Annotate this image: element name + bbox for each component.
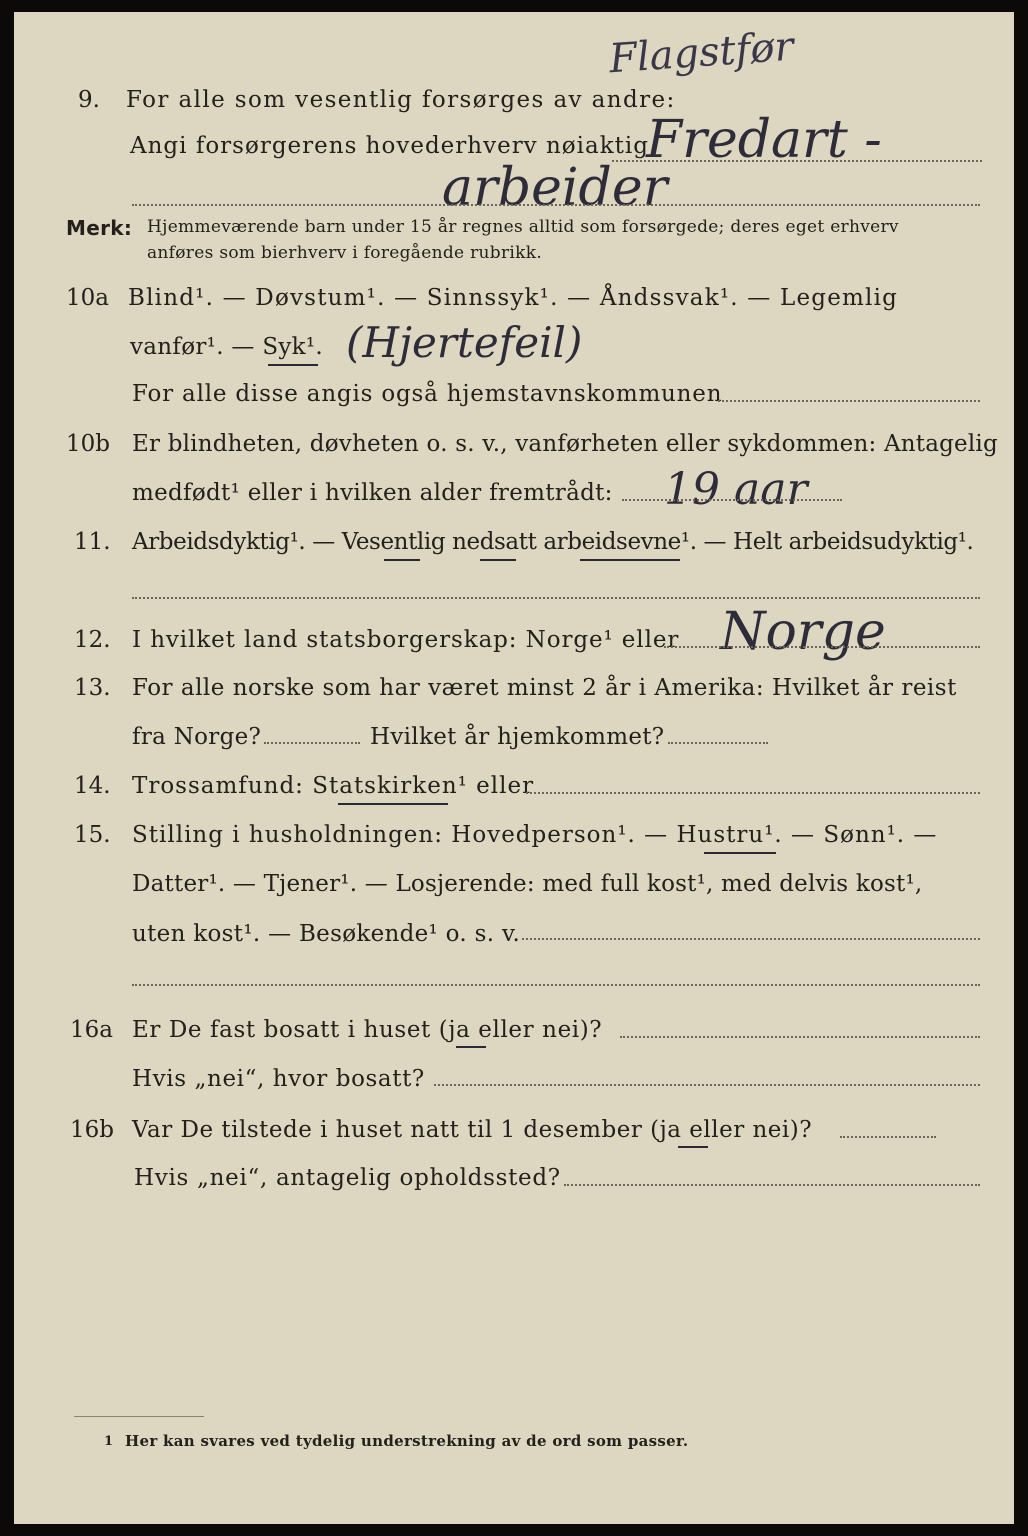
underline-mark [480,559,516,561]
question-16a-number: 16a [70,1017,113,1043]
answer-line [668,742,768,744]
question-15-text: Stilling i husholdningen: Hovedperson¹. — Hustru¹. — Sønn¹. — [132,822,938,848]
question-15-number: 15. [74,822,111,848]
question-11-number: 11. [74,529,111,555]
question-12-text: I hvilket land statsborgerskap: Norge¹ eller [132,627,680,653]
handwritten-onset-age: 19 aar [664,464,808,515]
underline-mark [704,852,776,854]
answer-line [132,984,980,986]
question-13-number: 13. [74,675,111,701]
question-16b-text-line2: Hvis „nei“, antagelig opholdssted? [134,1165,561,1191]
question-9-text-line2: Angi forsørgerens hovederhverv nøiaktig [130,133,649,159]
question-11-text: Arbeidsdyktig¹. — Vesentlig nedsatt arbeidsevne¹. — Helt arbeidsudyktig¹. [132,529,974,555]
question-9-text: For alle som vesentlig forsørges av andre: [126,87,676,113]
underline-mark [678,1146,708,1148]
answer-line [840,1136,936,1138]
question-14-text: Trossamfund: Statskirken¹ eller [132,773,535,799]
answer-line [434,1084,980,1086]
underline-mark [456,1046,486,1048]
question-10a-text: Blind¹. — Døvstum¹. — Sinnssyk¹. — Åndssvak¹. — Legemlig [128,285,899,311]
question-14-number: 14. [74,773,111,799]
question-13-text-line2a: fra Norge? [132,724,262,750]
question-13-text: For alle norske som har været minst 2 år i Amerika: Hvilket år reist [132,675,957,701]
handwritten-citizenship: Norge [720,602,886,662]
question-10b-text: Er blindheten, døvheten o. s. v., vanførheten eller sykdommen: Antagelig [132,431,998,457]
question-15-text-line3: uten kost¹. — Besøkende¹ o. s. v. [132,921,521,947]
answer-line [620,1036,980,1038]
question-10a-text-line3: For alle disse angis også hjemstavnskommunen [132,381,723,407]
question-16b-number: 16b [70,1117,114,1143]
census-form-page [14,12,1014,1524]
footnote-mark: 1 [104,1434,114,1449]
answer-line [564,1184,980,1186]
handwritten-main-occupation: Fredart - [646,110,882,170]
underline-mark [580,559,680,561]
question-13-text-line2b: Hvilket år hjemkommet? [370,724,665,750]
answer-line [132,204,980,206]
footnote-text: Her kan svares ved tydelig understrekning av de ord som passer. [125,1432,689,1450]
question-10b-text-line2: medfødt¹ eller i hvilken alder fremtrådt: [132,480,613,506]
question-16a-text-line2: Hvis „nei“, hvor bosatt? [132,1066,425,1092]
question-15-text-line2: Datter¹. — Tjener¹. — Losjerende: med full kost¹, med delvis kost¹, [132,871,923,897]
question-12-number: 12. [74,627,111,653]
answer-line [718,400,980,402]
answer-line [664,646,980,648]
handwritten-occupation-heading: Flagstfør [607,23,795,83]
answer-line [612,160,982,162]
question-9-number: 9. [78,87,100,113]
handwritten-illness: (Hjertefeil) [346,318,583,367]
note-label: Merk: [66,216,133,240]
answer-line [526,792,980,794]
question-16b-text: Var De tilstede i huset natt til 1 desember (ja eller nei)? [132,1117,813,1143]
question-10a-number: 10a [66,285,109,311]
handwritten-main-occupation-line2: arbeider [442,158,668,218]
answer-line [522,938,980,940]
note-text: Hjemmeværende barn under 15 år regnes alltid som forsørgede; deres eget erhverv [147,217,899,237]
underline-mark [268,364,318,366]
underline-mark [338,803,448,805]
answer-line [622,499,842,501]
answer-line [264,742,360,744]
question-16a-text: Er De fast bosatt i huset (ja eller nei)? [132,1017,603,1043]
answer-line [132,597,980,599]
question-10a-text-line2: vanfør¹. — Syk¹. [130,334,324,360]
question-10b-number: 10b [66,431,110,457]
note-text-line2: anføres som bierhverv i foregående rubrikk. [147,243,543,263]
footnote-rule [74,1416,204,1417]
underline-mark [384,559,420,561]
